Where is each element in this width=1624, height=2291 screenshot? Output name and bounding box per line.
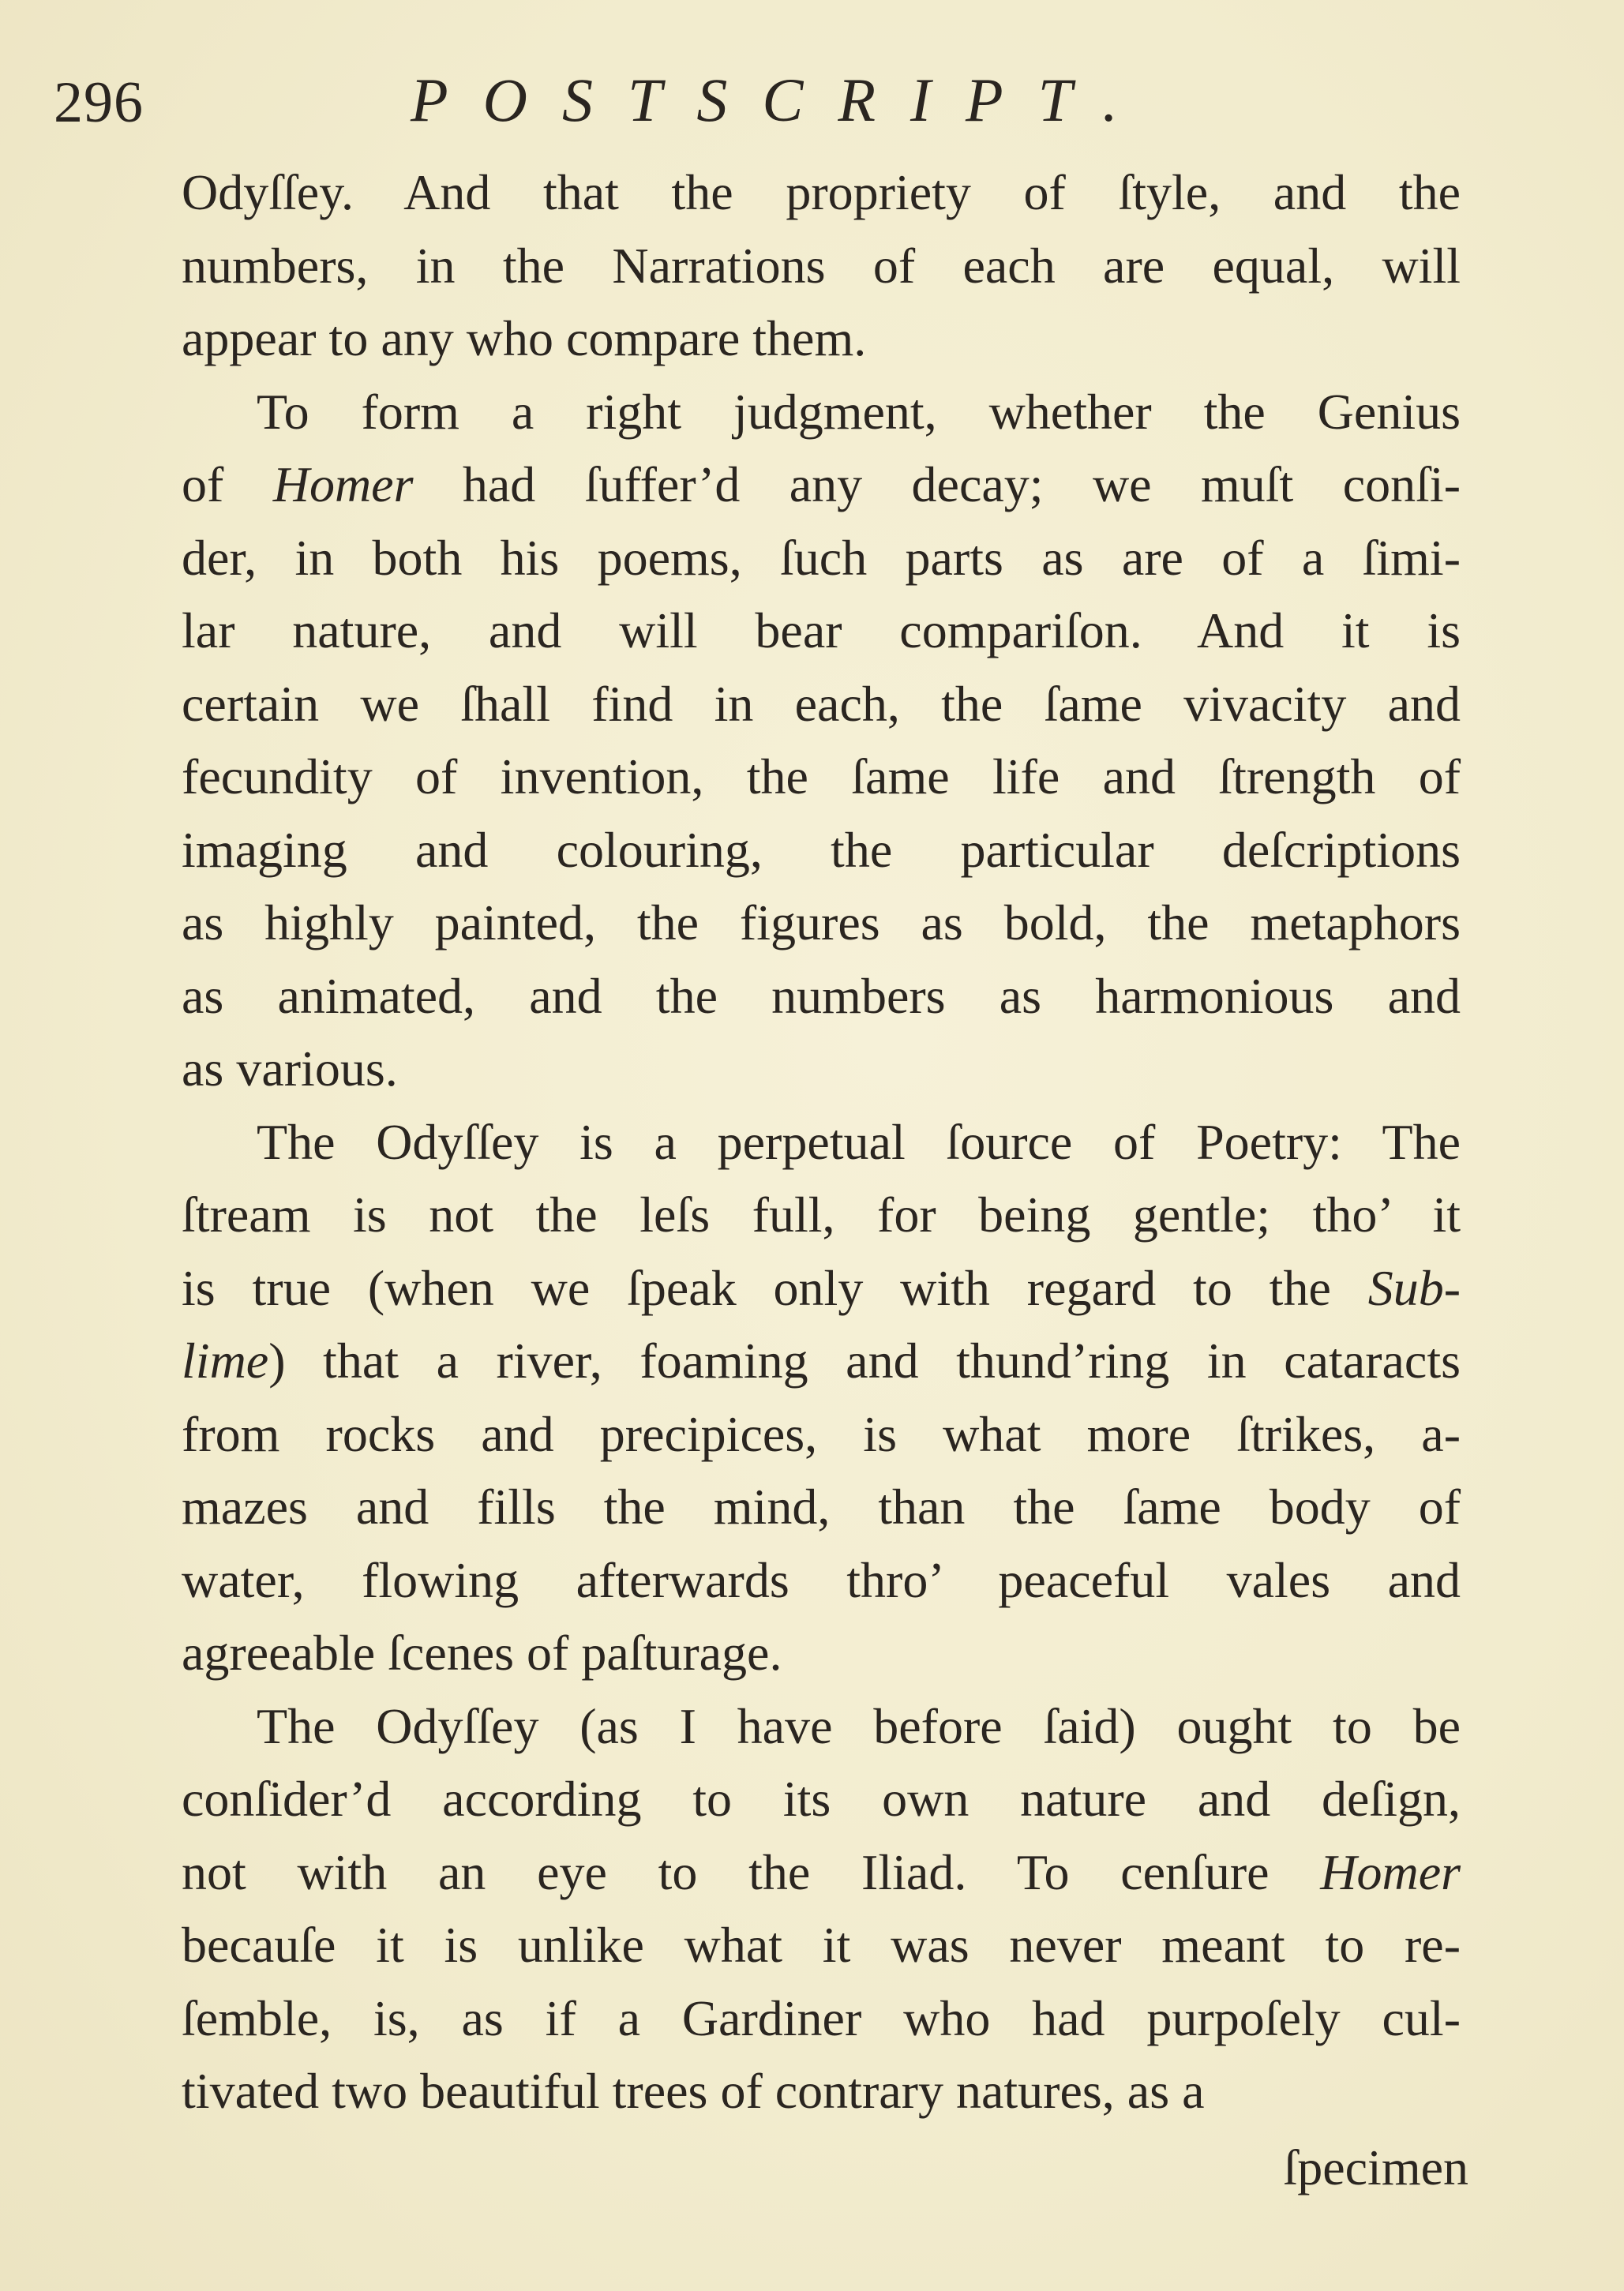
- text-run: certain we ſhall find in each, the ſame vivacity and: [182, 675, 1461, 732]
- text-run: is true (when we ſpeak only with regard to the: [182, 1259, 1368, 1316]
- text-line: [182, 1325, 1461, 1398]
- text-run: as animated, and the numbers as harmonious and: [182, 967, 1461, 1024]
- text-run: numbers, in the Narrations of each are equal, will: [182, 237, 1461, 294]
- text-line: [182, 1033, 1461, 1106]
- text-run: fecundity of invention, the ſame life and ſtrength of: [182, 748, 1461, 804]
- text-run: as various.: [182, 1041, 398, 1097]
- text-run: becauſe it is unlike what it was never meant to re-: [182, 1917, 1461, 1973]
- text-run: lar nature, and will bear compariſon. And it is: [182, 602, 1461, 658]
- italic-text-run: Homer: [1320, 1843, 1461, 1900]
- text-line: [182, 594, 1461, 668]
- text-line: [182, 1982, 1461, 2056]
- text-run: tivated two beautiful trees of contrary natures, as a: [182, 2063, 1205, 2119]
- text-run: der, in both his poems, ſuch parts as are of a ſimi-: [182, 529, 1461, 586]
- text-line: [182, 522, 1461, 595]
- text-run: agreeable ſcenes of paſturage.: [182, 1625, 782, 1681]
- text-line: [182, 1106, 1461, 1179]
- text-line: [182, 814, 1461, 887]
- body-text: [182, 156, 1461, 2128]
- text-run: Odyſſey. And that the propriety of ſtyle, and the: [182, 164, 1461, 220]
- text-run: ſemble, is, as if a Gardiner who had purpoſely cul-: [182, 1989, 1461, 2046]
- text-line: [182, 741, 1461, 814]
- italic-text-run: Homer: [272, 456, 414, 512]
- text-run: The Odyſſey is a perpetual ſource of Poetry: The: [257, 1113, 1461, 1170]
- text-run: from rocks and precipices, is what more ſtrikes, a-: [182, 1405, 1461, 1462]
- text-run: appear to any who compare them.: [182, 310, 867, 366]
- catchword: ſpecimen: [1283, 2139, 1468, 2195]
- text-line: [182, 1617, 1461, 1690]
- paragraph: [182, 156, 1461, 376]
- text-run: ſtream is not the leſs full, for being gentle; tho’ it: [182, 1187, 1461, 1243]
- text-run: conſider’d according to its own nature and deſign,: [182, 1771, 1461, 1827]
- text-line: [182, 376, 1461, 449]
- text-line: [182, 156, 1461, 230]
- text-line: [182, 2055, 1461, 2128]
- running-head: POSTSCRIPT.: [411, 66, 1153, 134]
- text-run: ) that a river, foaming and thund’ring in cataracts: [268, 1333, 1461, 1389]
- text-line: [182, 1836, 1461, 1910]
- text-line: [182, 448, 1461, 522]
- italic-text-run: Sub-: [1367, 1259, 1461, 1316]
- text-line: [182, 1690, 1461, 1764]
- text-run: not with an eye to the Iliad. To cenſure: [182, 1843, 1321, 1900]
- text-line: [182, 1252, 1461, 1325]
- text-line: [182, 668, 1461, 741]
- text-line: [182, 1763, 1461, 1836]
- text-line: [182, 887, 1461, 960]
- text-line: [182, 1471, 1461, 1544]
- text-line: [182, 960, 1461, 1033]
- text-run: mazes and fills the mind, than the ſame body of: [182, 1479, 1461, 1535]
- text-line: [182, 1398, 1461, 1472]
- text-run: had ſuffer’d any decay; we muſt conſi-: [413, 456, 1461, 512]
- text-line: [182, 1544, 1461, 1618]
- paragraph: [182, 1106, 1461, 1690]
- text-run: imaging and colouring, the particular deſcriptions: [182, 821, 1461, 878]
- text-line: [182, 1179, 1461, 1252]
- text-line: [182, 302, 1461, 376]
- page-number: 296: [54, 70, 144, 135]
- italic-text-run: lime: [182, 1333, 269, 1389]
- text-run: water, flowing afterwards thro’ peaceful vales and: [182, 1551, 1461, 1608]
- text-run: as highly painted, the figures as bold, the metaphors: [182, 894, 1461, 951]
- paragraph: [182, 376, 1461, 1106]
- paragraph: [182, 1690, 1461, 2128]
- text-line: [182, 1909, 1461, 1982]
- text-run: of: [182, 456, 273, 512]
- text-run: The Odyſſey (as I have before ſaid) ought to be: [257, 1697, 1461, 1754]
- page-header: [0, 62, 1624, 148]
- text-line: [182, 230, 1461, 303]
- text-run: To form a right judgment, whether the Genius: [257, 383, 1461, 440]
